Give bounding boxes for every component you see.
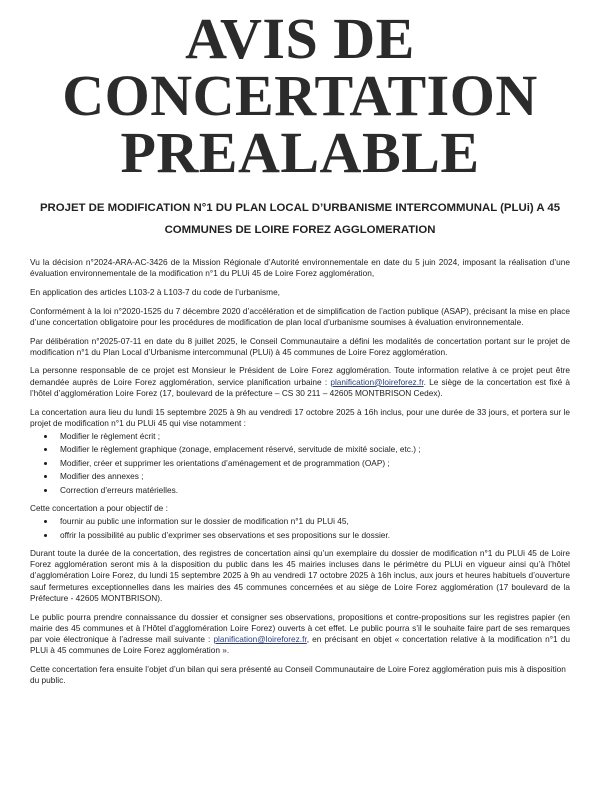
paragraph-assessment: Cette concertation fera ensuite l’objet d’un bilan qui sera présenté au Conseil Communautaire de Loire Forez agglomération puis mis à disposition du public. bbox=[30, 663, 566, 686]
paragraph-goals-intro: Cette concertation a pour objectif de : bbox=[30, 503, 168, 514]
project-subtitle bbox=[30, 197, 570, 241]
list-item: • Modifier le règlement graphique (zonage, emplacement réservé, servitude de mixité sociale, etc.) ; bbox=[56, 444, 570, 455]
paragraph-decision: Vu la décision n°2024-ARA-AC-3426 de la Mission Régionale d’Autorité environnementale en date du 5 juin 2024, imposant la réalisation d’une évaluation environnementale de la modification n°1 du PLUi 45 de Loire Forez agglomération, bbox=[30, 257, 570, 279]
list-item: • Modifier le règlement écrit ; bbox=[56, 431, 570, 442]
responsible-text-2: . Le siège de la concertation est fixé à l’hôtel d’agglomération Loire Forez (17, boulevard de la préfecture – CS 30 211 – 42605 MONTBRISON Cedex). bbox=[30, 376, 570, 398]
list-item: • Modifier, créer et supprimer les orientations d’aménagement et de programmation (OAP) ; bbox=[56, 458, 570, 469]
title-line-1: AVIS DE bbox=[185, 6, 415, 71]
responsible-text-1: La personne responsable de ce projet est Monsieur le Président de Loire Forez agglomération. Toute information relative à ce projet peut être demandée auprès de Loire Forez agglomération, service planification urbaine : bbox=[30, 365, 570, 387]
public-input-text-2: , en précisant en objet « concertation relative à la modification n°1 du PLUi à 45 communes de Loire Forez agglomération ». bbox=[30, 633, 570, 656]
paragraph-asap-law: Conformément à la loi n°2020-1525 du 7 décembre 2020 d’accélération et de simplification de l’action publique (ASAP), précisant la mise en place d’une concertation obligatoire pour les procédures de modification de plan local d’urbanisme soumises à évaluation environnementale. bbox=[30, 305, 570, 327]
paragraph-articles: En application des articles L103-2 à L103-7 du code de l’urbanisme, bbox=[30, 286, 280, 297]
paragraph-responsible bbox=[30, 365, 570, 399]
title-line-2: CONCERTATION bbox=[62, 63, 538, 128]
contact-email-link[interactable]: planification@loireforez.fr bbox=[330, 376, 424, 387]
paragraph-dates: La concertation aura lieu du lundi 15 septembre 2025 à 9h au vendredi 17 octobre 2025 à 16h inclus, pour une durée de 33 jours, et portera sur le projet de modification n°1 du PLUi 45 qui vise notamment : bbox=[30, 406, 570, 428]
objectives-list bbox=[30, 431, 570, 496]
list-item: • fournir au public une information sur le dossier de modification n°1 du PLUi 45, bbox=[56, 516, 570, 527]
subtitle-line-2: COMMUNES DE LOIRE FOREZ AGGLOMERATION bbox=[164, 224, 436, 236]
public-email-link[interactable]: planification@loireforez.fr bbox=[213, 633, 307, 644]
list-item: • Correction d’erreurs matérielles. bbox=[56, 485, 570, 496]
title-line-3: PREALABLE bbox=[120, 120, 480, 185]
list-item: • offrir la possibilité au public d’exprimer ses observations et ses propositions sur le dossier. bbox=[56, 530, 570, 541]
notice-body bbox=[30, 257, 570, 686]
paragraph-public-input bbox=[30, 612, 570, 657]
goals-list bbox=[30, 516, 570, 541]
public-input-text-1: Le public pourra prendre connaissance du dossier et consigner ses observations, propositions et contre-propositions sur les registres papier (en mairie des 45 communes et à l’Hôtel d’agglomération Loire Forez) ouverts à cet effet. Le public pourra s’il le souhaite faire part de ses remarques par voie électronique à l’adresse mail suivante : bbox=[30, 611, 570, 644]
notice-title bbox=[30, 0, 570, 185]
list-item: • Modifier des annexes ; bbox=[56, 471, 570, 482]
subtitle-line-1: PROJET DE MODIFICATION N°1 DU PLAN LOCAL D’URBANISME INTERCOMMUNAL (PLUi) A 45 bbox=[39, 202, 561, 214]
paragraph-registers: Durant toute la durée de la concertation, des registres de concertation ainsi qu’un exemplaire du dossier de modification n°1 du PLUi 45 de Loire Forez agglomération seront mis à la disposition du public dans les 45 mairies incluses dans le périmètre du PLUi en vigueur ainsi qu’à l’hôtel d’agglomération Loire Forez, du lundi 15 septembre 2025 à 9h au vendredi 17 octobre 2025 à 16h inclus, aux jours et heures habituels d’ouverture sauf fermetures exceptionnelles dans les mairies des 45 communes concernées et au siège de Loire Forez agglomération (17 boulevard de la Préfecture - 42605 MONTBRISON). bbox=[30, 548, 570, 603]
paragraph-deliberation: Par délibération n°2025-07-11 en date du 8 juillet 2025, le Conseil Communautaire a défini les modalités de concertation portant sur le projet de modification n°1 du Plan Local d’Urbanisme intercommunal (PLUi) à 45 communes de Loire Forez agglomération. bbox=[30, 335, 570, 357]
